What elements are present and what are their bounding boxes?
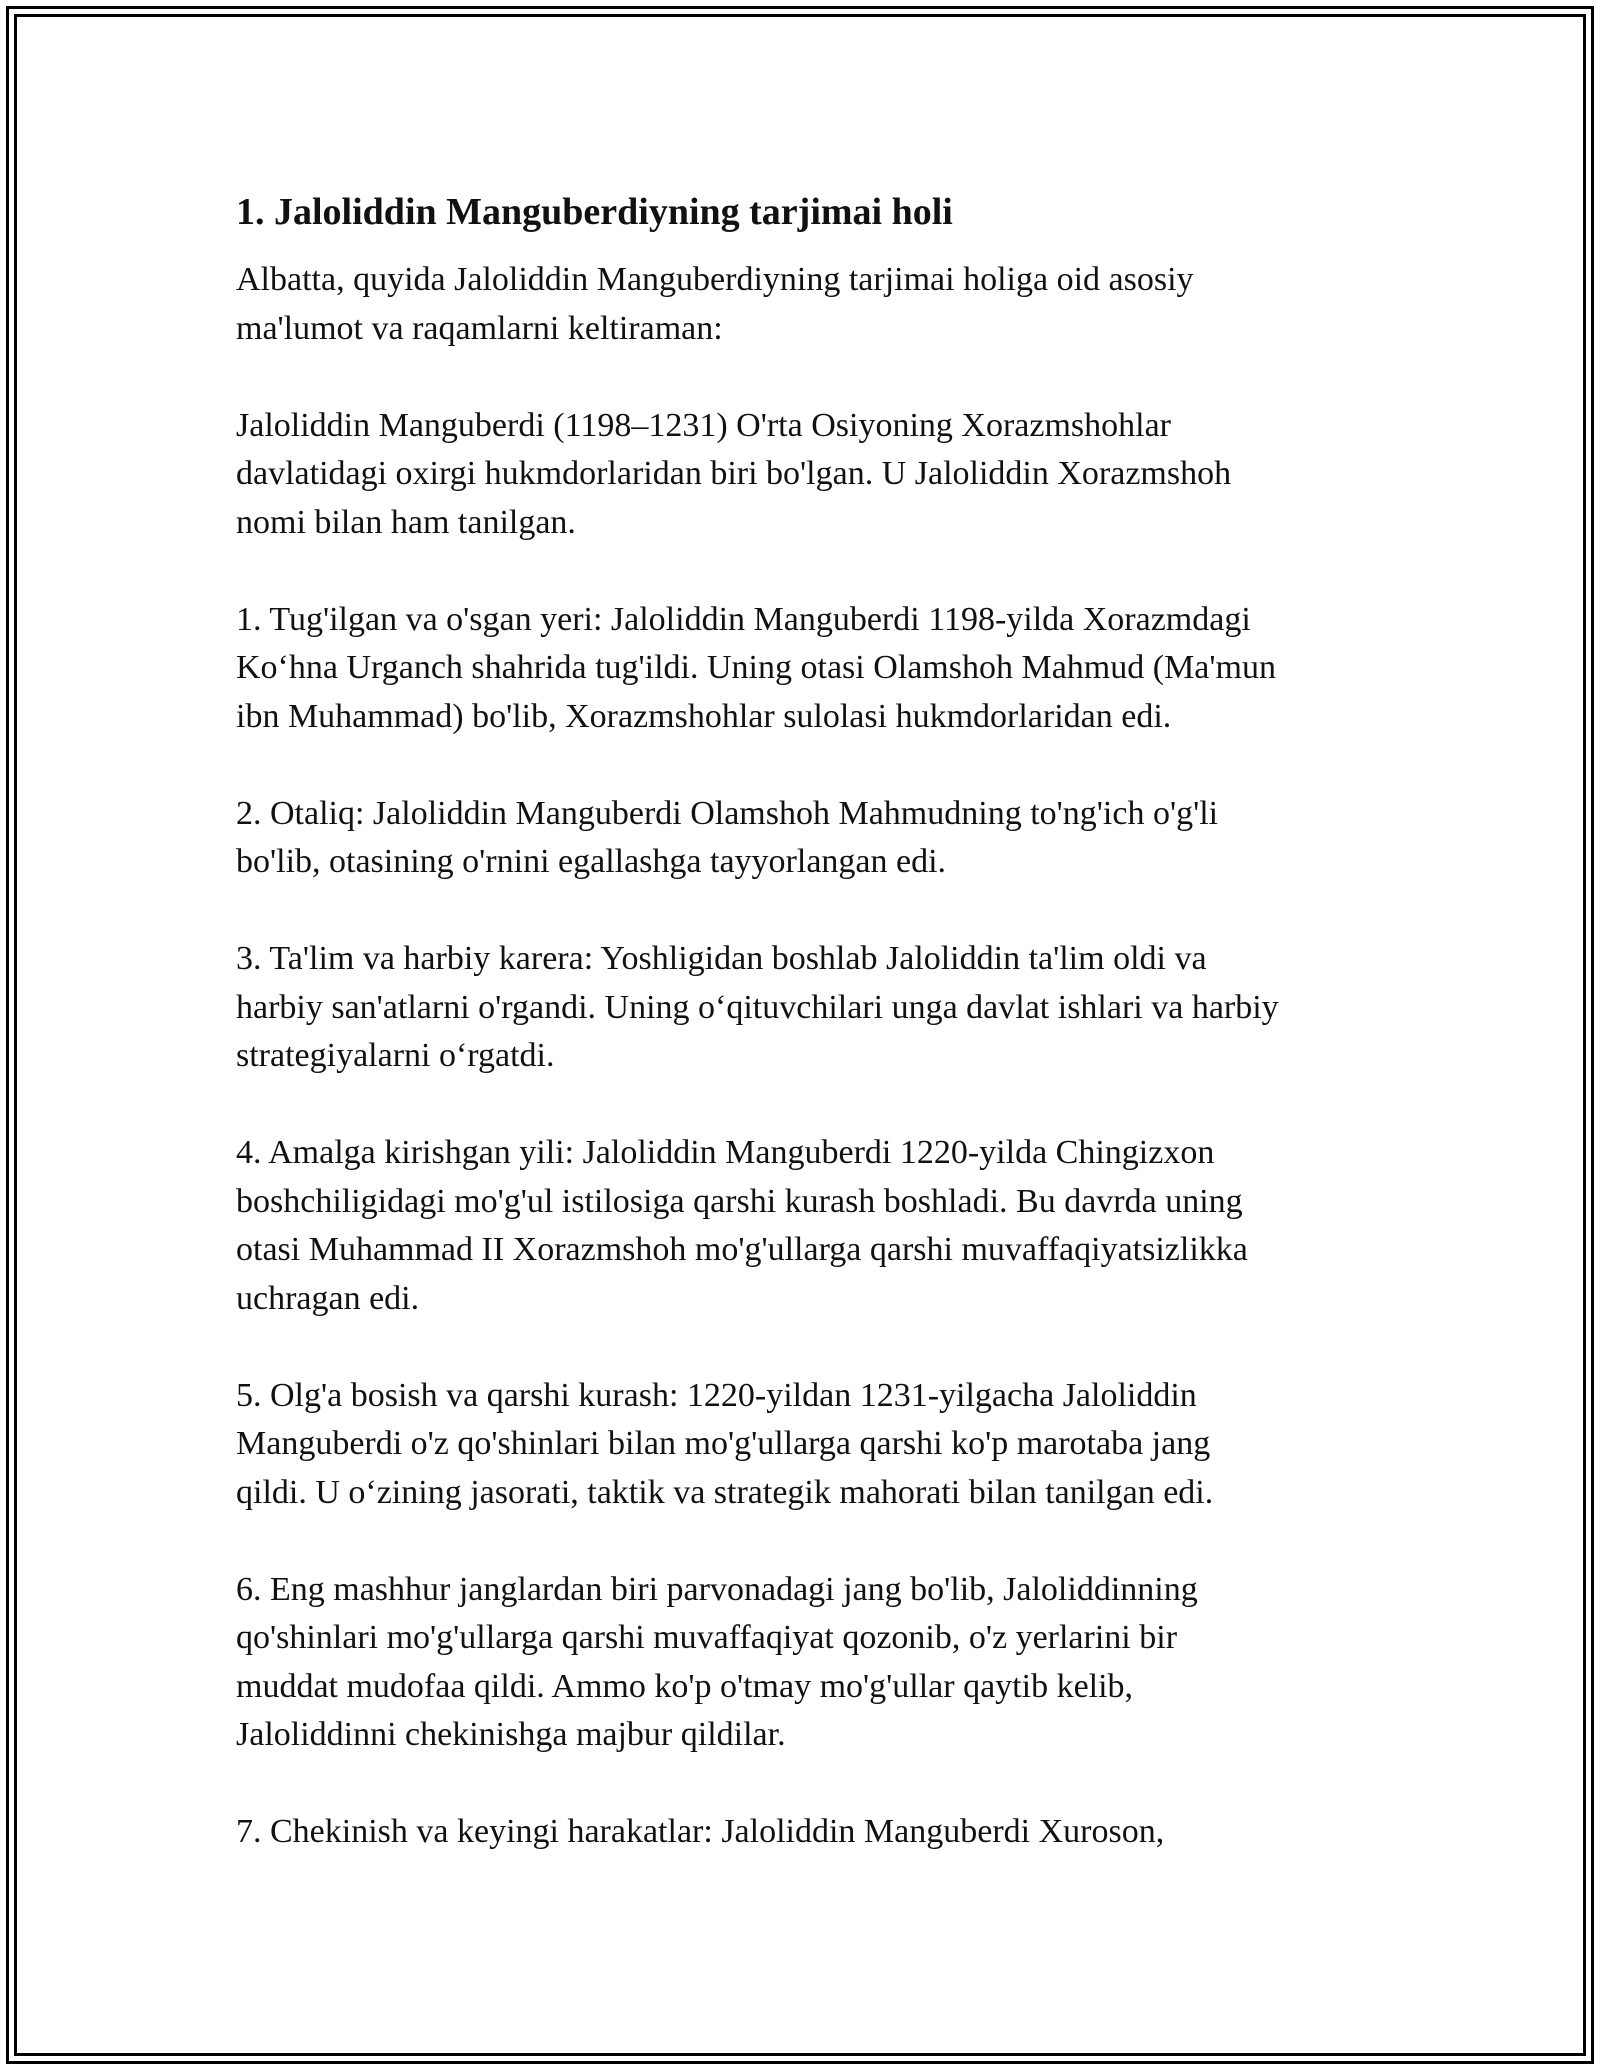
document-page (236, 186, 1376, 1905)
text-line: uchragan edi. (236, 1279, 420, 1317)
text-line: 2. Otaliq: Jaloliddin Manguberdi Olamshoh Mahmudning to'ng'ich o'g'li (236, 794, 1219, 832)
text-line: Ko‘hna Urganch shahrida tug'ildi. Uning otasi Olamshoh Mahmud (Ma'mun (236, 649, 1276, 686)
text-line: otasi Muhammad II Xorazmshoh mo'g'ullarga qarshi muvaffaqiyatsizlikka (236, 1231, 1248, 1268)
text-line: 3. Ta'lim va harbiy karera: Yoshligidan boshlab Jaloliddin ta'lim oldi va (236, 940, 1207, 977)
text-line: bo'lib, otasining o'rnini egallashga tayyorlangan edi. (236, 843, 947, 880)
paragraph (236, 256, 1376, 353)
paragraph (236, 1372, 1376, 1518)
text-line: 1. Tug'ilgan va o'sgan yeri: Jaloliddin Manguberdi 1198-yilda Xorazmdagi (236, 600, 1251, 638)
paragraph (236, 1808, 1376, 1857)
text-line: 7. Chekinish va keyingi harakatlar: Jaloliddin Manguberdi Xuroson, (236, 1813, 1165, 1850)
text-line: qildi. U o‘zining jasorati, taktik va strategik mahorati bilan tanilgan edi. (236, 1473, 1214, 1511)
document-body (236, 256, 1376, 1857)
paragraph (236, 935, 1376, 1081)
text-line: Jaloliddin Manguberdi (1198–1231) O'rta Osiyoning Xorazmshohlar (236, 406, 1171, 444)
text-line: muddat mudofaa qildi. Ammo ko'p o'tmay mo'g'ullar qaytib kelib, (236, 1667, 1134, 1705)
text-line: Albatta, quyida Jaloliddin Manguberdiyning tarjimai holiga oid asosiy (236, 261, 1194, 298)
document-title: 1. Jaloliddin Manguberdiyning tarjimai holi (236, 191, 953, 233)
text-line: qo'shinlari mo'g'ullarga qarshi muvaffaqiyat qozonib, o'z yerlarini bir (236, 1619, 1178, 1656)
paragraph (236, 1566, 1376, 1760)
text-line: ibn Muhammad) bo'lib, Xorazmshohlar sulolasi hukmdorlaridan edi. (236, 697, 1172, 735)
text-line: davlatidagi oxirgi hukmdorlaridan biri bo'lgan. U Jaloliddin Xorazmshoh (236, 455, 1232, 492)
text-line: Manguberdi o'z qo'shinlari bilan mo'g'ullarga qarshi ko'p marotaba jang (236, 1425, 1211, 1462)
paragraph (236, 402, 1376, 548)
text-line: boshchiligidagi mo'g'ul istilosiga qarshi kurash boshladi. Bu davrda uning (236, 1182, 1243, 1220)
text-line: nomi bilan ham tanilgan. (236, 503, 576, 541)
text-line: strategiyalarni o‘rgatdi. (236, 1037, 555, 1074)
text-line: 5. Olg'a bosish va qarshi kurash: 1220-yildan 1231-yilgacha Jaloliddin (236, 1376, 1197, 1414)
text-line: 4. Amalga kirishgan yili: Jaloliddin Manguberdi 1220-yilda Chingizxon (236, 1134, 1215, 1171)
text-line: Jaloliddinni chekinishga majbur qildilar. (236, 1716, 786, 1753)
text-line: ma'lumot va raqamlarni keltiraman: (236, 309, 723, 347)
paragraph (236, 596, 1376, 742)
paragraph (236, 1129, 1376, 1323)
paragraph (236, 790, 1376, 887)
text-line: harbiy san'atlarni o'rgandi. Uning o‘qituvchilari unga davlat ishlari va harbiy (236, 988, 1279, 1026)
text-line: 6. Eng mashhur janglardan biri parvonadagi jang bo'lib, Jaloliddinning (236, 1570, 1198, 1608)
